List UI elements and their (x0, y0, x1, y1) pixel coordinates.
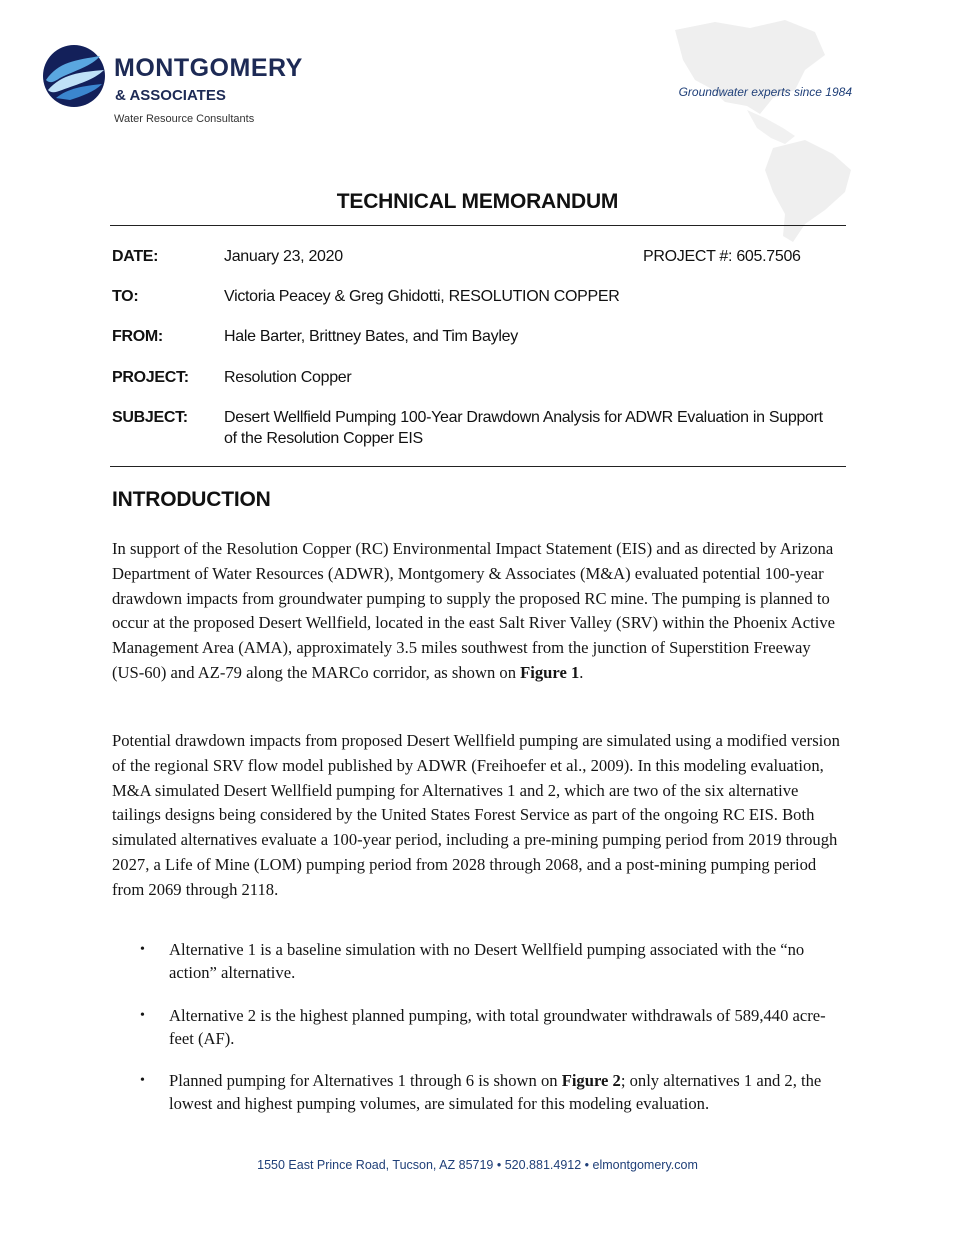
list-item-text: Alternative 1 is a baseline simulation with no Desert Wellfield pumping associated with the “no action” alternative. (169, 940, 805, 982)
wave-globe-logo-icon (42, 44, 106, 108)
figure-2-reference: Figure 2 (561, 1071, 621, 1090)
figure-1-reference: Figure 1 (520, 662, 580, 682)
bullet-icon: • (140, 1008, 145, 1023)
to-value: Victoria Peacey & Greg Ghidotti, RESOLUTION COPPER (224, 288, 620, 305)
project-number: PROJECT #: 605.7506 (643, 248, 801, 265)
paragraph-end: . (579, 662, 584, 682)
project-label: PROJECT: (112, 369, 189, 386)
from-value: Hale Barter, Brittney Bates, and Tim Bayley (224, 328, 518, 345)
date-label: DATE: (112, 248, 159, 265)
paragraph-text: In support of the Resolution Copper (RC) Environmental Impact Statement (EIS) and as directed by Arizona Department of Water Resources (ADWR), Montgomery & Associates (M&A) evaluated potential 100-year drawdown impacts from groundwater pumping to supply the proposed RC mine. The pumping is planned to occur at the proposed Desert Wellfield, located in the east Salt River Valley (SRV) within the Phoenix Active Management Area (AMA), approximately 3.5 miles southwest from the junction of Superstition Freeway (US-60) and AZ-79 along the MARCo corridor, as shown on (112, 539, 835, 682)
list-item-text-start: Planned pumping for Alternatives 1 through 6 is shown on (169, 1071, 562, 1090)
company-tagline: Water Resource Consultants (114, 113, 255, 125)
list-item-text: Alternative 2 is the highest planned pumping, with total groundwater withdrawals of 589,440 acre-feet (AF). (169, 1006, 826, 1048)
fields-divider (110, 466, 846, 467)
bullet-icon: • (140, 942, 145, 957)
slogan: Groundwater experts since 1984 (678, 85, 852, 99)
date-value: January 23, 2020 (224, 248, 343, 265)
company-name: MONTGOMERY (114, 54, 303, 82)
subject-value: Desert Wellfield Pumping 100-Year Drawdown Analysis for ADWR Evaluation in Support of the Resolution Copper EIS (224, 409, 823, 447)
to-label: TO: (112, 288, 139, 305)
subject-label: SUBJECT: (112, 409, 188, 426)
company-sub: & ASSOCIATES (115, 87, 226, 104)
bullet-icon: • (140, 1073, 145, 1088)
document-title: TECHNICAL MEMORANDUM (336, 190, 619, 213)
section-heading: INTRODUCTION (112, 488, 271, 511)
intro-paragraph-2: Potential drawdown impacts from proposed Desert Wellfield pumping are simulated using a modified version of the regional SRV flow model published by ADWR (Freihoefer et al., 2009). In this modeling evaluation, M&A simulated Desert Wellfield pumping for Alternatives 1 and 2, which are two of the six alternative tailings designs being considered by the United States Forest Service as part of the ongoing RC EIS. Both simulated alternatives evaluate a 100-year period, including a pre-mining pumping period from 2019 through 2027, a Life of Mine (LOM) pumping period from 2028 through 2068, and a post-mining pumping period from 2069 through 2118. (112, 731, 840, 899)
intro-paragraph-1 (112, 537, 842, 686)
from-label: FROM: (112, 328, 163, 345)
project-value: Resolution Copper (224, 369, 352, 386)
footer-contact: 1550 East Prince Road, Tucson, AZ 85719 • 520.881.4912 • elmontgomery.com (257, 1158, 698, 1172)
list-item-text-end: ; only alternatives 1 and 2, the lowest and highest pumping volumes, are simulated for this modeling evaluation. (169, 1071, 822, 1113)
title-divider (110, 225, 846, 226)
list-item-text (169, 1069, 834, 1115)
